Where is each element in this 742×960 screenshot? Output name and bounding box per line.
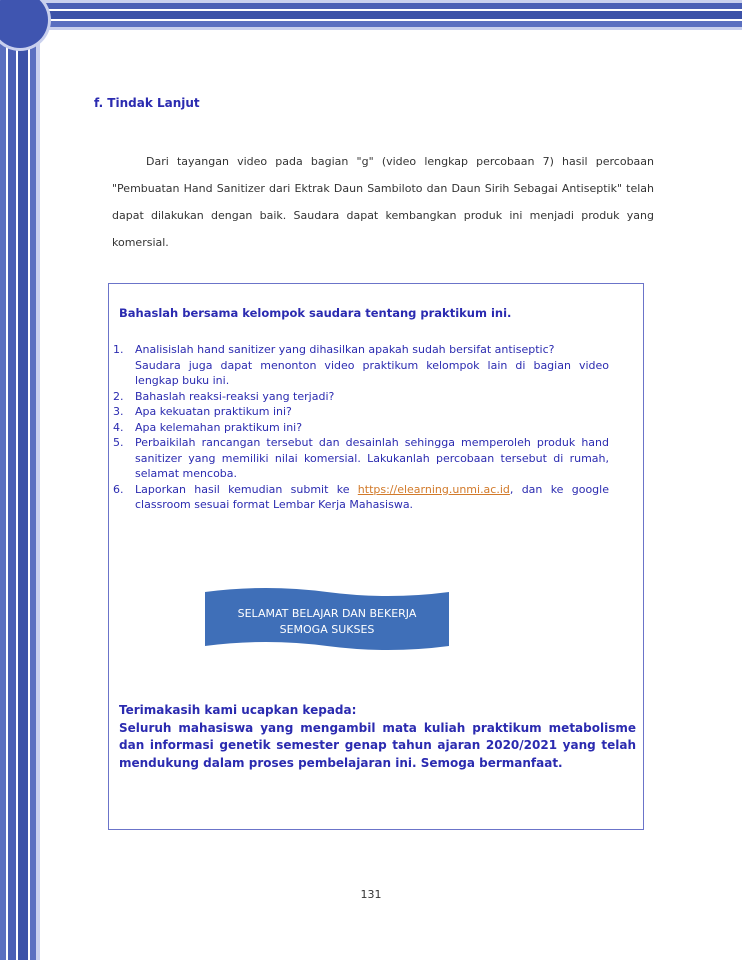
task-list [109, 342, 609, 513]
list-number: 4. [113, 420, 124, 434]
list-number: 6. [113, 482, 124, 496]
banner-line-2: SEMOGA SUKSES [279, 623, 375, 636]
thanks-body: Seluruh mahasiswa yang mengambil mata kuliah praktikum metabolisme dan informasi genetik semester genap tahun ajaran 2020/2021 yang telah mendukung dalam proses pembelajaran ini. Semoga bermanfaat. [119, 720, 636, 770]
banner-text [205, 606, 449, 638]
list-text: Apa kelemahan praktikum ini? [135, 420, 303, 434]
section-heading: f. Tindak Lanjut [94, 96, 200, 110]
list-item [109, 404, 609, 420]
list-number: 1. [113, 343, 124, 356]
list-text-continued: , dan ke google classroom sesuai format Lembar Kerja Mahasiswa. [135, 482, 609, 511]
list-item [109, 342, 609, 389]
list-item [109, 420, 609, 436]
list-text: Laporkan hasil kemudian submit ke [135, 482, 358, 496]
thanks-title: Terimakasih kami ucapkan kepada: [119, 703, 357, 717]
banner-line-1: SELAMAT BELAJAR DAN BEKERJA [237, 607, 417, 620]
discussion-title: Bahaslah bersama kelompok saudara tentang praktikum ini. [119, 306, 512, 320]
intro-paragraph [112, 148, 654, 256]
list-item [109, 389, 609, 405]
list-text: Bahaslah reaksi-reaksi yang terjadi? [135, 389, 335, 403]
list-number: 2. [113, 389, 124, 403]
discussion-box [108, 283, 644, 830]
page-number: 131 [360, 888, 382, 901]
list-text: Analisislah hand sanitizer yang dihasilkan apakah sudah bersifat antiseptic? [135, 343, 555, 356]
elearning-link[interactable]: https://elearning.unmi.ac.id [357, 482, 510, 496]
list-item [109, 482, 609, 513]
list-number: 5. [113, 436, 124, 449]
thanks-section [119, 702, 636, 772]
intro-paragraph-text: Dari tayangan video pada bagian "g" (video lengkap percobaan 7) hasil percobaan "Pembuatan Hand Sanitizer dari Ektrak Daun Sambiloto dan Daun Sirih Sebagai Antiseptik" telah dapat dilakukan dengan baik. Saudara dapat kembangkan produk ini menjadi produk yang komersial. [112, 155, 654, 249]
corner-circle-decoration [0, 0, 48, 48]
left-border-decoration [0, 0, 40, 960]
list-extra-text: Saudara juga dapat menonton video praktikum kelompok lain di bagian video lengkap buku ini. [135, 358, 609, 387]
list-text: Apa kekuatan praktikum ini? [135, 405, 292, 418]
list-number: 3. [113, 405, 124, 418]
top-border-decoration [0, 0, 742, 30]
list-item [109, 435, 609, 482]
list-text: Perbaikilah rancangan tersebut dan desainlah sehingga memperoleh produk hand sanitizer yang memiliki nilai komersial. Lakukanlah percobaan tersebut di rumah, selamat mencoba. [135, 436, 609, 480]
